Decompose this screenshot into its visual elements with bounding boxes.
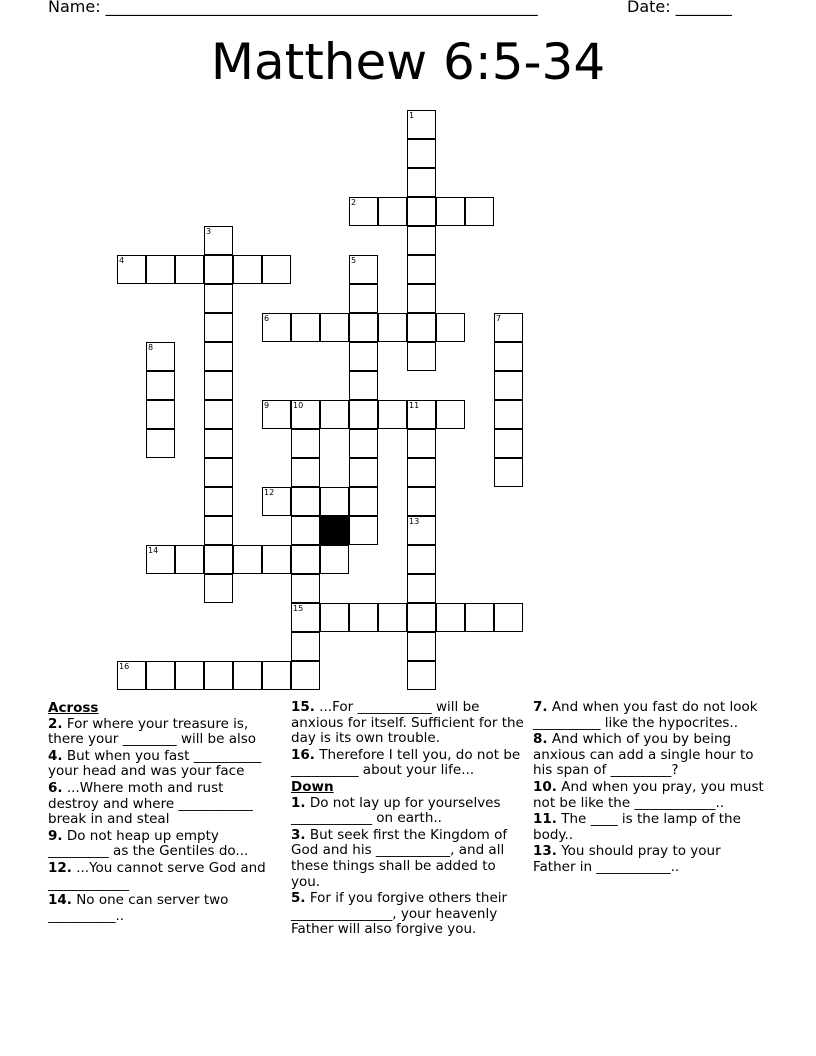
grid-cell[interactable] — [204, 516, 233, 545]
clue-down-13: 13. You should pray to your Father in ___________.. — [533, 843, 721, 875]
clues-column-2 — [291, 700, 525, 939]
grid-cell[interactable] — [349, 255, 378, 284]
grid-cell[interactable] — [320, 603, 349, 632]
clue-number: 8 — [148, 343, 154, 352]
grid-cell[interactable] — [378, 197, 407, 226]
across-heading: Across — [48, 700, 99, 716]
clue-number: 11 — [409, 401, 420, 410]
grid-cell[interactable] — [378, 400, 407, 429]
clue-number: 15 — [293, 604, 304, 613]
grid-cell[interactable] — [204, 487, 233, 516]
grid-cell[interactable] — [407, 632, 436, 661]
grid-cell[interactable] — [407, 661, 436, 690]
grid-cell[interactable] — [494, 313, 523, 342]
grid-cell[interactable] — [407, 400, 436, 429]
grid-cell[interactable] — [204, 371, 233, 400]
grid-cell[interactable] — [291, 516, 320, 545]
grid-cell[interactable] — [436, 603, 465, 632]
grid-cell[interactable] — [233, 255, 262, 284]
grid-cell[interactable] — [233, 661, 262, 690]
grid-cell[interactable] — [465, 197, 494, 226]
clue-across-9: 9. Do not heap up empty _________ as the Gentiles do... — [48, 827, 249, 860]
grid-cell[interactable] — [436, 400, 465, 429]
grid-cell[interactable] — [262, 255, 291, 284]
grid-cell[interactable] — [204, 255, 233, 284]
clue-number: 13 — [409, 517, 420, 526]
grid-cell[interactable] — [146, 429, 175, 458]
clue-number: 9 — [264, 401, 270, 410]
clue-number: 12 — [264, 488, 275, 497]
grid-cell[interactable] — [291, 313, 320, 342]
grid-cell[interactable] — [349, 429, 378, 458]
clue-number: 14 — [148, 546, 159, 555]
grid-cell[interactable] — [262, 545, 291, 574]
grid-cell[interactable] — [146, 255, 175, 284]
clue-number: 5 — [351, 256, 357, 265]
grid-cell[interactable] — [146, 545, 175, 574]
clue-across-12: 12. ...You cannot serve God and ____________ — [48, 859, 266, 892]
grid-cell[interactable] — [320, 400, 349, 429]
grid-cell[interactable] — [262, 400, 291, 429]
clue-number: 10 — [293, 401, 304, 410]
clue-number: 16 — [119, 662, 130, 671]
grid-cell[interactable] — [146, 400, 175, 429]
grid-cell[interactable] — [204, 574, 233, 603]
grid-cell[interactable] — [204, 284, 233, 313]
grid-cell[interactable] — [291, 400, 320, 429]
grid-cell[interactable] — [407, 516, 436, 545]
grid-cell[interactable] — [465, 603, 494, 632]
page-title: Matthew 6:5-34 — [210, 33, 606, 91]
clue-across-15: 15. ...For ___________ will be anxious for itself. Sufficient for the day is its own trouble. — [291, 699, 524, 747]
clue-number: 2 — [351, 198, 357, 207]
clue-across-6: 6. ...Where moth and rust destroy and where ___________ break in and steal — [48, 779, 253, 828]
clue-number: 1 — [409, 111, 415, 120]
grid-cell[interactable] — [291, 661, 320, 690]
grid-cell[interactable] — [320, 545, 349, 574]
grid-cell[interactable] — [175, 661, 204, 690]
grid-cell[interactable] — [291, 603, 320, 632]
grid-cell[interactable] — [494, 458, 523, 487]
grid-cell[interactable] — [378, 603, 407, 632]
grid-cell[interactable] — [262, 313, 291, 342]
grid-cell[interactable] — [436, 197, 465, 226]
grid-cell[interactable] — [407, 458, 436, 487]
grid-cell[interactable] — [349, 313, 378, 342]
grid-cell[interactable] — [407, 197, 436, 226]
grid-cell[interactable] — [407, 139, 436, 168]
clue-number: 6 — [264, 314, 270, 323]
grid-cell[interactable] — [349, 603, 378, 632]
clue-across-2: 2. For where your treasure is, there your ________ will be also — [48, 715, 257, 748]
grid-cell[interactable] — [117, 255, 146, 284]
grid-cell[interactable] — [175, 545, 204, 574]
grid-cell[interactable] — [378, 313, 407, 342]
clue-down-7: 7. And when you fast do not look __________ like the hypocrites.. — [533, 699, 758, 731]
grid-cell[interactable] — [436, 313, 465, 342]
grid-cell[interactable] — [204, 226, 233, 255]
clue-down-11: 11. The ____ is the lamp of the body.. — [533, 811, 741, 843]
grid-cell[interactable] — [349, 371, 378, 400]
clue-number: 4 — [119, 256, 125, 265]
grid-cell[interactable] — [204, 342, 233, 371]
date-field-label: Date: _______ — [627, 0, 732, 16]
clue-down-8: 8. And which of you by being anxious can add a single hour to his span of _________? — [533, 731, 754, 779]
grid-cell[interactable] — [262, 661, 291, 690]
grid-cell[interactable] — [349, 400, 378, 429]
grid-cell[interactable] — [349, 458, 378, 487]
grid-cell[interactable] — [175, 255, 204, 284]
grid-cell[interactable] — [407, 226, 436, 255]
grid-cell[interactable] — [146, 371, 175, 400]
grid-cell[interactable] — [349, 342, 378, 371]
clues-column-1 — [48, 700, 274, 925]
clue-down-1: 1. Do not lay up for yourselves ____________ on earth.. — [291, 794, 501, 827]
grid-cell[interactable] — [204, 661, 233, 690]
grid-cell[interactable] — [262, 487, 291, 516]
grid-cell[interactable] — [291, 429, 320, 458]
grid-cell[interactable] — [494, 342, 523, 371]
grid-cell[interactable] — [494, 603, 523, 632]
grid-cell[interactable] — [349, 197, 378, 226]
grid-cell[interactable] — [494, 371, 523, 400]
clue-across-14: 14. No one can server two __________.. — [48, 892, 229, 924]
clue-down-10: 10. And when you pray, you must not be like the ____________.. — [533, 778, 764, 811]
grid-cell[interactable] — [233, 545, 262, 574]
grid-cell[interactable] — [320, 313, 349, 342]
grid-cell[interactable] — [204, 545, 233, 574]
clues-column-3 — [533, 700, 767, 877]
grid-cell[interactable] — [407, 255, 436, 284]
grid-cell[interactable] — [407, 313, 436, 342]
black-cell — [320, 516, 349, 545]
down-heading: Down — [291, 778, 334, 795]
grid-cell[interactable] — [291, 632, 320, 661]
grid-cell[interactable] — [494, 429, 523, 458]
grid-cell[interactable] — [494, 400, 523, 429]
grid-cell[interactable] — [291, 458, 320, 487]
grid-cell[interactable] — [117, 661, 146, 690]
grid-cell[interactable] — [204, 313, 233, 342]
clue-across-4: 4. But when you fast __________ your head and was your face — [48, 747, 262, 780]
grid-cell[interactable] — [146, 342, 175, 371]
grid-cell[interactable] — [407, 110, 436, 139]
grid-cell[interactable] — [407, 545, 436, 574]
clue-number: 3 — [206, 227, 212, 236]
grid-cell[interactable] — [146, 661, 175, 690]
grid-cell[interactable] — [407, 342, 436, 371]
grid-cell[interactable] — [349, 487, 378, 516]
grid-cell[interactable] — [407, 168, 436, 197]
clue-across-16: 16. Therefore I tell you, do not be __________ about your life... — [291, 746, 521, 779]
grid-cell[interactable] — [291, 487, 320, 516]
grid-cell[interactable] — [349, 284, 378, 313]
clue-down-3: 3. But seek first the Kingdom of God and his ___________, and all these things shall be added to you. — [291, 826, 508, 890]
clue-number: 7 — [496, 314, 502, 323]
grid-cell[interactable] — [204, 400, 233, 429]
grid-cell[interactable] — [407, 284, 436, 313]
grid-cell[interactable] — [349, 516, 378, 545]
grid-cell[interactable] — [407, 574, 436, 603]
grid-cell[interactable] — [291, 545, 320, 574]
grid-cell[interactable] — [320, 487, 349, 516]
grid-cell[interactable] — [407, 487, 436, 516]
name-field-label: Name: ______________________________________________________ — [48, 0, 538, 16]
clue-down-5: 5. For if you forgive others their _______________, your heavenly Father will also forgive you. — [291, 890, 508, 938]
grid-cell[interactable] — [291, 574, 320, 603]
grid-cell[interactable] — [204, 458, 233, 487]
grid-cell[interactable] — [407, 429, 436, 458]
grid-cell[interactable] — [204, 429, 233, 458]
grid-cell[interactable] — [407, 603, 436, 632]
